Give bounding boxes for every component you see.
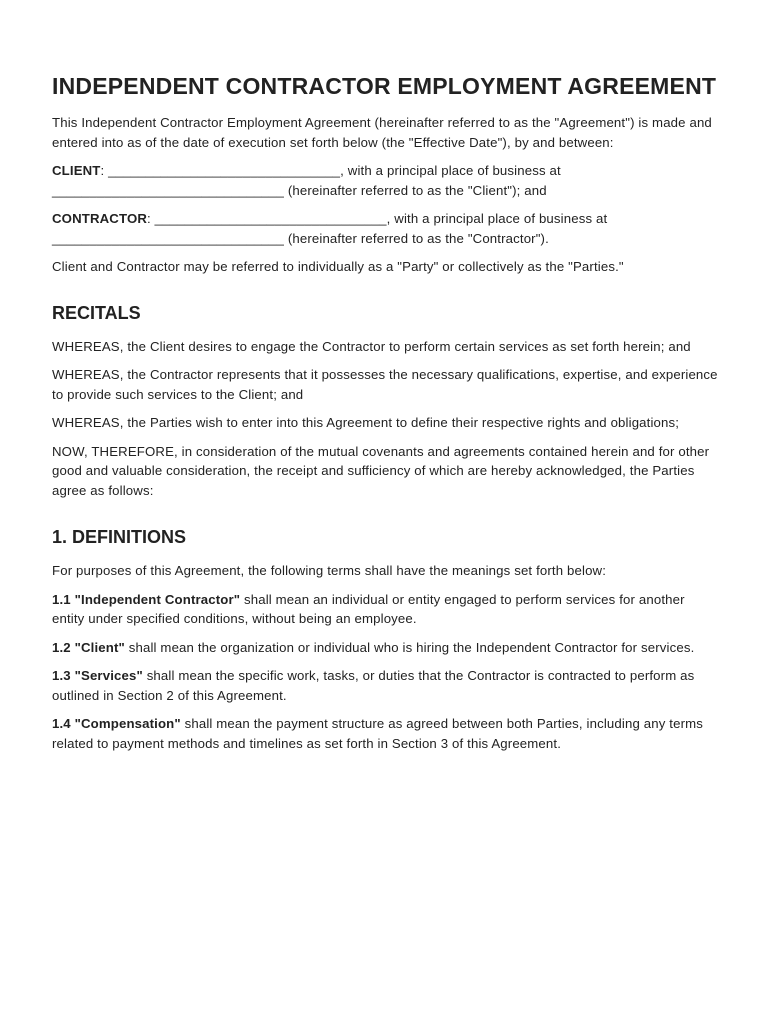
client-label: CLIENT	[52, 163, 101, 178]
client-paragraph	[52, 161, 720, 200]
definition-term: 1.3 "Services"	[52, 668, 143, 683]
recital-paragraph: WHEREAS, the Contractor represents that it possesses the necessary qualifications, expertise, and experience to provide such services to the Client; and	[52, 367, 718, 402]
definition-term: 1.2 "Client"	[52, 639, 125, 655]
recital-paragraph: NOW, THEREFORE, in consideration of the mutual covenants and agreements contained herein and for other good and valuable consideration, the receipt and sufficiency of which are hereby acknowledged, the Parties agree as follows:	[52, 443, 710, 498]
recital-paragraph: WHEREAS, the Client desires to engage the Contractor to perform certain services as set forth herein; and	[52, 338, 691, 354]
document-title: INDEPENDENT CONTRACTOR EMPLOYMENT AGREEMENT	[52, 73, 717, 99]
parties-note: Client and Contractor may be referred to individually as a "Party" or collectively as the "Parties."	[52, 259, 624, 274]
definition-item	[52, 638, 720, 658]
contractor-label: CONTRACTOR	[52, 211, 148, 226]
definition-item	[52, 666, 720, 705]
definition-item	[52, 590, 720, 629]
definition-text: shall mean the specific work, tasks, or duties that the Contractor is contracted to perform as outlined in Section 2 of this Agreement.	[52, 668, 695, 703]
definition-text: shall mean an individual or entity engaged to perform services for another entity under specified conditions, without being an employee.	[52, 591, 685, 626]
definitions-intro: For purposes of this Agreement, the following terms shall have the meanings set forth below:	[52, 563, 607, 578]
intro-paragraph: This Independent Contractor Employment Agreement (hereinafter referred to as the "Agreement") is made and entered into as of the date of execution set forth below (the "Effective Date"), by and between:	[52, 115, 712, 150]
recital-paragraph: WHEREAS, the Parties wish to enter into this Agreement to define their respective rights and obligations;	[52, 415, 680, 430]
contractor-text: : _______________________________, with a principal place of business at _______________________________ (hereinafter referred to as the "Contractor").	[52, 211, 608, 246]
definition-term: 1.1 "Independent Contractor"	[52, 591, 241, 607]
definition-text: shall mean the organization or individual who is hiring the Independent Contractor for services.	[124, 639, 695, 655]
contractor-paragraph	[52, 209, 720, 248]
client-text: : _______________________________, with a principal place of business at _______________________________ (hereinafter referred to as the "Client"); and	[52, 163, 561, 198]
definition-term: 1.4 "Compensation"	[52, 716, 181, 731]
definition-item	[52, 714, 720, 753]
definition-text: shall mean the payment structure as agreed between both Parties, including any terms related to payment methods and timelines as set forth in Section 3 of this Agreement.	[52, 716, 704, 751]
definitions-heading: 1. DEFINITIONS	[52, 527, 187, 547]
recitals-heading: RECITALS	[52, 302, 141, 323]
